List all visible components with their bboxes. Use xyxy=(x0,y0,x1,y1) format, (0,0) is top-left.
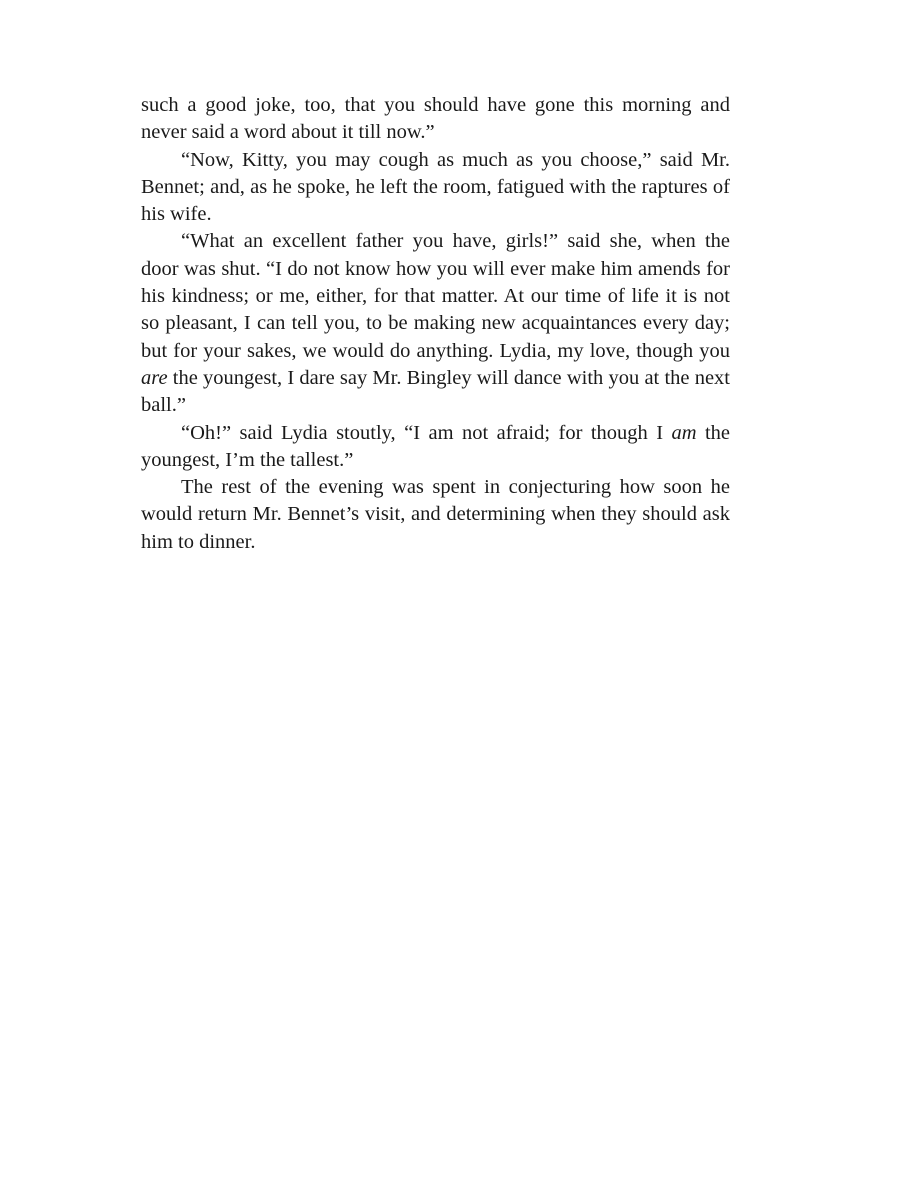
paragraph-4-text-a: “Oh!” said Lydia stoutly, “I am not afraid; for though I xyxy=(181,421,672,444)
paragraph-4 xyxy=(141,420,730,475)
paragraph-1 xyxy=(141,92,730,147)
paragraph-2 xyxy=(141,147,730,229)
book-page-text xyxy=(141,92,730,556)
paragraph-4-emphasis: am xyxy=(671,421,697,444)
paragraph-3-text-b: the youngest, I dare say Mr. Bingley will dance with you at the next ball.” xyxy=(141,366,730,417)
paragraph-5 xyxy=(141,474,730,556)
paragraph-3-emphasis: are xyxy=(141,366,168,389)
paragraph-2-text: “Now, Kitty, you may cough as much as you choose,” said Mr. Bennet; and, as he spoke, he left the room, fatigued with the raptures of his wife. xyxy=(141,148,730,226)
paragraph-3-text-a: “What an excellent father you have, girls!” said she, when the door was shut. “I do not know how you will ever make him amends for his kindness; or me, either, for that matter. At our time of life it is not so pleasant, I can tell you, to be making new acquaintances every day; but for your sakes, we would do anything. Lydia, my love, though you xyxy=(141,230,730,362)
paragraph-3 xyxy=(141,228,730,419)
paragraph-5-text: The rest of the evening was spent in conjecturing how soon he would return Mr. Bennet’s visit, and determining when they should ask him to dinner. xyxy=(141,476,730,553)
paragraph-1-text: such a good joke, too, that you should have gone this morning and never said a word about it till now.” xyxy=(141,94,730,144)
paragraph-4-text-b: the youngest, I’m the tallest.” xyxy=(141,421,731,471)
